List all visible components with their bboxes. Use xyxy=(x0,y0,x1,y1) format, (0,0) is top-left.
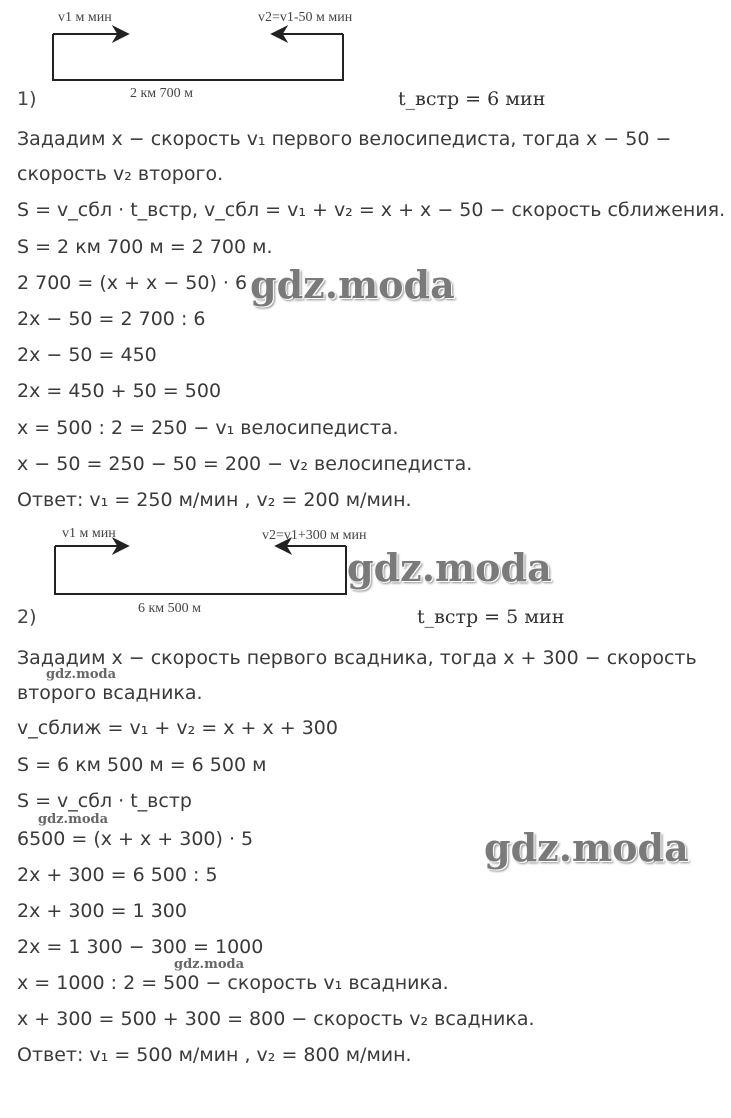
solution-line: 2x + 300 = 1 300 xyxy=(17,900,187,922)
watermark-small: gdz.moda xyxy=(46,667,117,682)
watermark-logo: gdz.moda xyxy=(484,825,689,870)
diagram2-left-label: v1 м мин xyxy=(62,526,116,541)
solution-line: 2 700 = (x + x − 50) · 6 xyxy=(17,272,248,294)
problem2-number: 2) xyxy=(17,606,37,628)
solution-answer: Ответ: v₁ = 500 м/мин , v₂ = 800 м/мин. xyxy=(17,1044,412,1066)
solution-line: S = v_сбл · t_встр, v_сбл = v₁ + v₂ = x + x − 50 − скорость сближения. xyxy=(17,199,726,221)
solution-line: S = 6 км 500 м = 6 500 м xyxy=(17,754,267,776)
solution-line: 2x − 50 = 450 xyxy=(17,344,157,366)
solution-line: 2x = 450 + 50 = 500 xyxy=(17,380,222,402)
solution-line: 2x = 1 300 − 300 = 1000 xyxy=(17,936,264,958)
solution-line: x + 300 = 500 + 300 = 800 − скорость v₂ всадника. xyxy=(17,1008,535,1030)
watermark-small: gdz.moda xyxy=(38,812,109,827)
diagram1-right-label: v2=v1-50 м мин xyxy=(258,10,353,25)
problem2-meet-time: t_встр = 5 мин xyxy=(417,606,565,628)
solution-line: второго всадника. xyxy=(17,682,203,704)
solution-line: v_сближ = v₁ + v₂ = x + x + 300 xyxy=(17,717,338,739)
diagram2-path xyxy=(55,546,346,594)
watermark-logo: gdz.moda xyxy=(250,262,455,307)
diagram2-distance-label: 6 км 500 м xyxy=(138,601,202,616)
solution-line: S = v_сбл · t_встр xyxy=(17,790,192,812)
solution-line: Зададим x − скорость v₁ первого велосипедиста, тогда x − 50 − xyxy=(17,128,672,150)
solution-line: 2x + 300 = 6 500 : 5 xyxy=(17,864,218,886)
solution-answer: Ответ: v₁ = 250 м/мин , v₂ = 200 м/мин. xyxy=(17,489,412,511)
solution-line: 2x − 50 = 2 700 : 6 xyxy=(17,308,206,330)
watermark-logo: gdz.moda xyxy=(347,545,552,590)
watermark-small: gdz.moda xyxy=(174,957,245,972)
solution-line: Зададим x − скорость первого всадника, тогда x + 300 − скорость xyxy=(17,647,697,669)
solution-line: x = 500 : 2 = 250 − v₁ велосипедиста. xyxy=(17,417,399,439)
diagram1-distance-label: 2 км 700 м xyxy=(130,86,194,101)
solution-line: скорость v₂ второго. xyxy=(17,163,224,185)
diagram2-right-label: v2=v1+300 м мин xyxy=(262,528,367,543)
solution-line: x − 50 = 250 − 50 = 200 − v₂ велосипедиста. xyxy=(17,453,473,475)
solution-line: S = 2 км 700 м = 2 700 м. xyxy=(17,236,273,258)
solution-line: 6500 = (x + x + 300) · 5 xyxy=(17,828,254,850)
problem1-meet-time: t_встр = 6 мин xyxy=(398,88,546,110)
solution-line: x = 1000 : 2 = 500 − скорость v₁ всадника. xyxy=(17,972,449,994)
diagram1-left-label: v1 м мин xyxy=(58,10,112,25)
diagram1-path xyxy=(53,34,343,80)
problem1-number: 1) xyxy=(17,88,37,110)
